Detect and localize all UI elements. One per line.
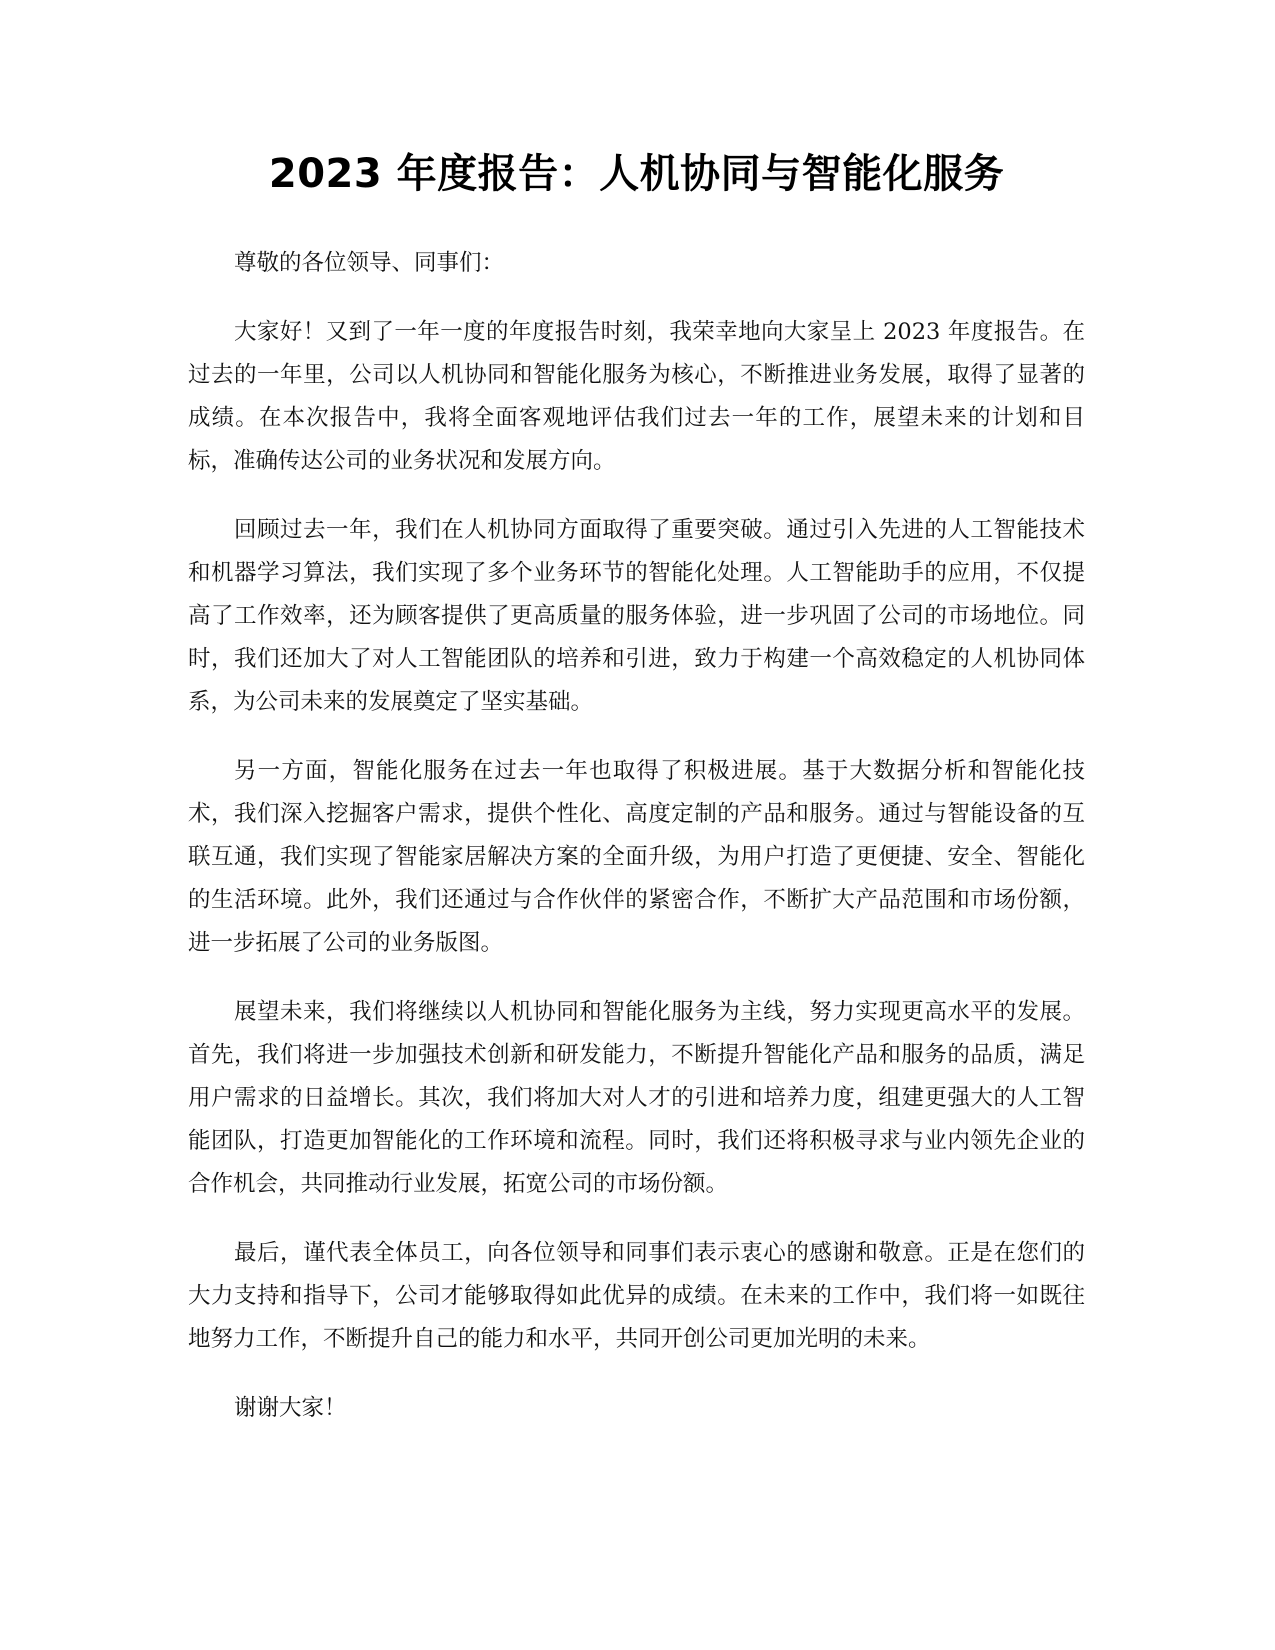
paragraph-thanks: 最后，谨代表全体员工，向各位领导和同事们表示衷心的感谢和敬意。正是在您们的大力支持和指导下，公司才能够取得如此优异的成绩。在未来的工作中，我们将一如既往地努力工作，不断提升自己的能力和水平，共同开创公司更加光明的未来。: [188, 1240, 1085, 1352]
closing-line: 谢谢大家！: [234, 1395, 347, 1421]
salutation: 尊敬的各位领导、同事们：: [234, 250, 505, 276]
paragraph-greeting: 大家好！又到了一年一度的年度报告时刻，我荣幸地向大家呈上 2023 年度报告。在过去的一年里，公司以人机协同和智能化服务为核心，不断推进业务发展，取得了显著的成绩。在本次报告中，我将全面客观地评估我们过去一年的工作，展望未来的计划和目标，准确传达公司的业务状况和发展方向。: [188, 319, 1085, 474]
paragraph-outlook: 展望未来，我们将继续以人机协同和智能化服务为主线，努力实现更高水平的发展。首先，我们将进一步加强技术创新和研发能力，不断提升智能化产品和服务的品质，满足用户需求的日益增长。其次，我们将加大对人才的引进和培养力度，组建更强大的人工智能团队，打造更加智能化的工作环境和流程。同时，我们还将积极寻求与业内领先企业的合作机会，共同推动行业发展，拓宽公司的市场份额。: [188, 999, 1085, 1197]
paragraph-smart-services: 另一方面，智能化服务在过去一年也取得了积极进展。基于大数据分析和智能化技术，我们深入挖掘客户需求，提供个性化、高度定制的产品和服务。通过与智能设备的互联互通，我们实现了智能家居解决方案的全面升级，为用户打造了更便捷、安全、智能化的生活环境。此外，我们还通过与合作伙伴的紧密合作，不断扩大产品范围和市场份额，进一步拓展了公司的业务版图。: [188, 758, 1085, 956]
paragraph-review: 回顾过去一年，我们在人机协同方面取得了重要突破。通过引入先进的人工智能技术和机器学习算法，我们实现了多个业务环节的智能化处理。人工智能助手的应用，不仅提高了工作效率，还为顾客提供了更高质量的服务体验，进一步巩固了公司的市场地位。同时，我们还加大了对人工智能团队的培养和引进，致力于构建一个高效稳定的人机协同体系，为公司未来的发展奠定了坚实基础。: [188, 517, 1085, 715]
document-title: 2023 年度报告：人机协同与智能化服务: [268, 151, 1005, 197]
